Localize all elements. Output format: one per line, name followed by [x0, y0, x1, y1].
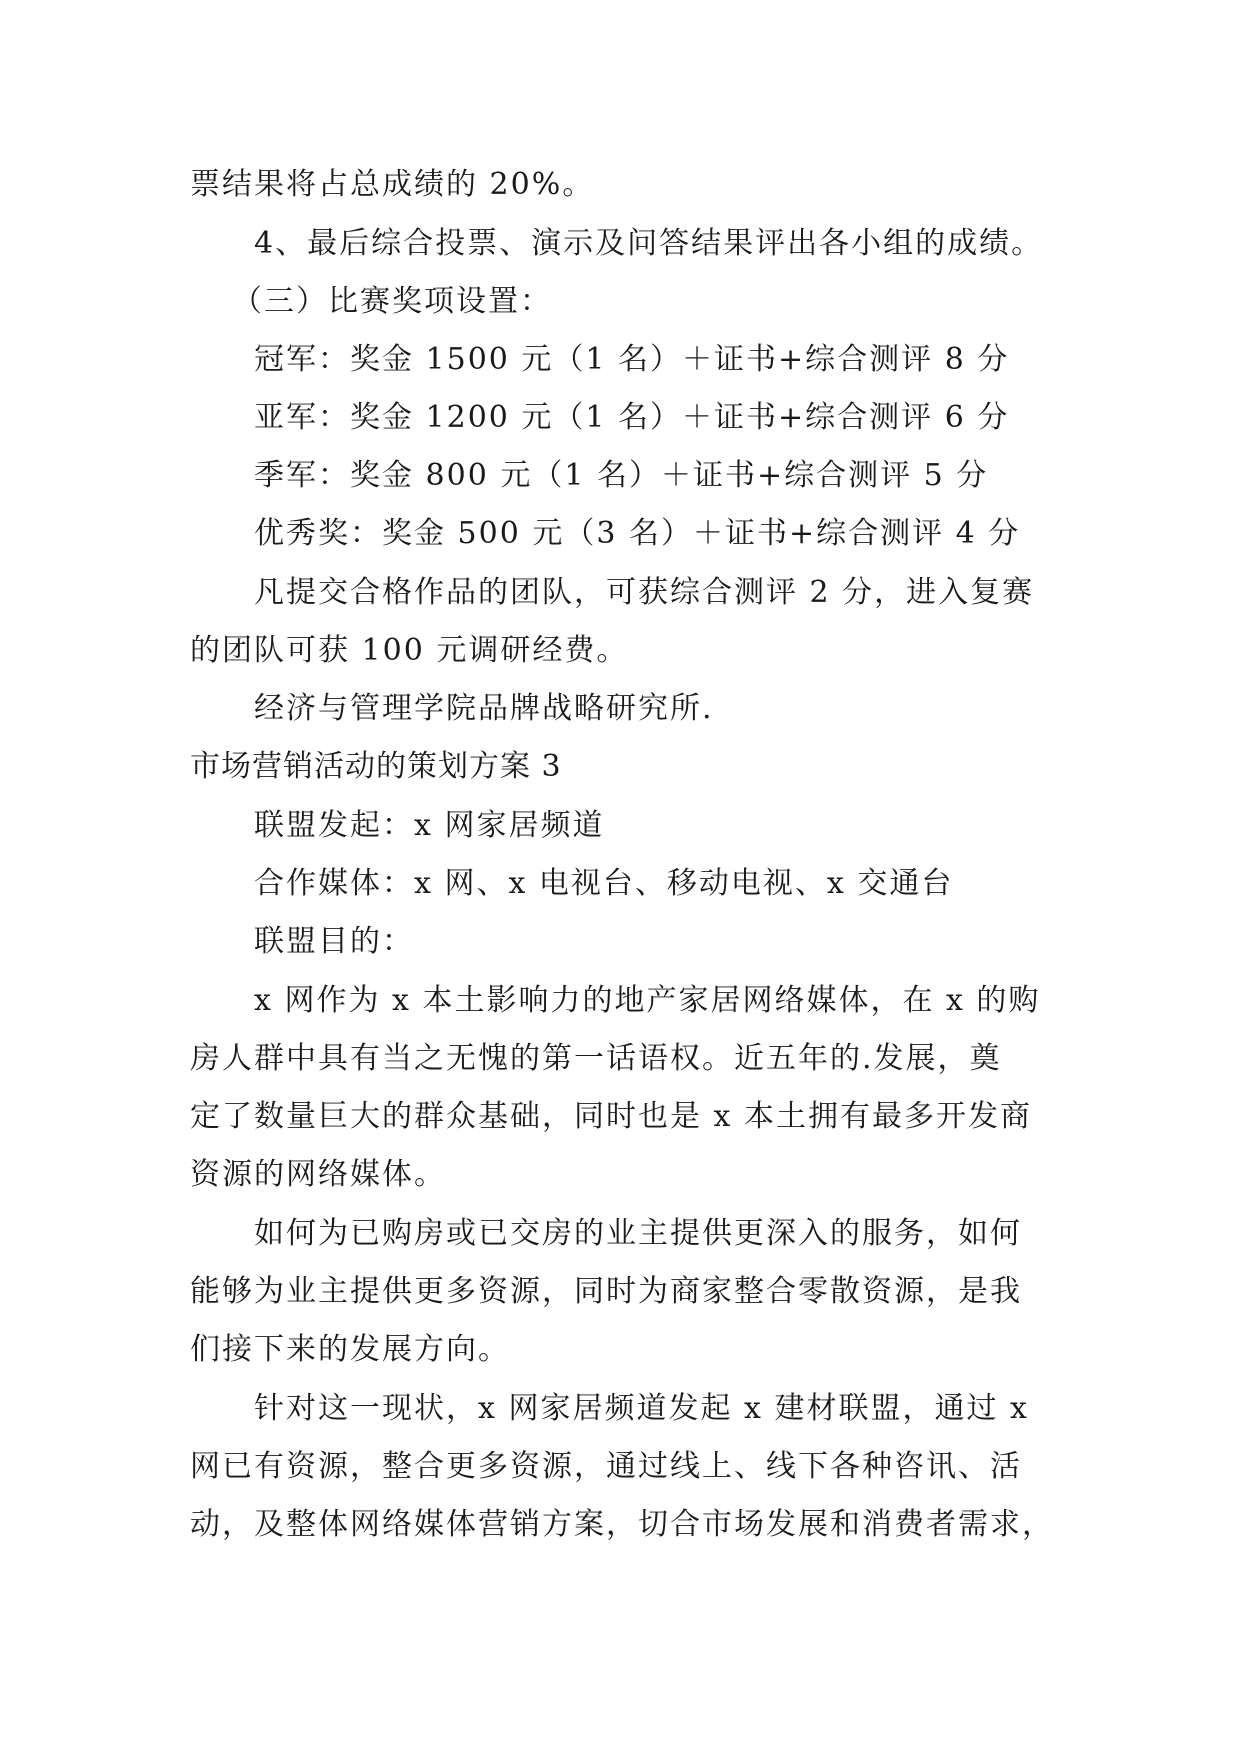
paragraph-line: 如何为已购房或已交房的业主提供更深入的服务，如何	[254, 1216, 1022, 1251]
paragraph-line: 定了数量巨大的群众基础，同时也是 x 本土拥有最多开发商	[190, 1099, 1032, 1134]
paragraph-line: 联盟发起：x 网家居频道	[254, 808, 605, 843]
paragraph-line: 联盟目的：	[254, 924, 414, 959]
prize-line: 优秀奖：奖金 500 元（3 名）＋证书+综合测评 4 分	[254, 516, 1021, 551]
organizer-line: 经济与管理学院品牌战略研究所.	[254, 691, 714, 726]
paragraph-line: 票结果将占总成绩的 20%。	[190, 167, 595, 202]
paragraph-line: 动，及整体网络媒体营销方案，切合市场发展和消费者需求，	[190, 1507, 1054, 1542]
paragraph-line: 房人群中具有当之无愧的第一话语权。近五年的.发展，奠	[190, 1041, 1002, 1076]
paragraph-line: 合作媒体：x 网、x 电视台、移动电视、x 交通台	[254, 866, 954, 901]
prize-line: 冠军：奖金 1500 元（1 名）＋证书+综合测评 8 分	[254, 342, 1010, 377]
paragraph-line: 网已有资源，整合更多资源，通过线上、线下各种咨讯、活	[190, 1449, 1022, 1484]
section-title: 市场营销活动的策划方案 3	[190, 749, 562, 784]
paragraph-line: 凡提交合格作品的团队，可获综合测评 2 分，进入复赛	[254, 575, 1035, 610]
prize-line: 亚军：奖金 1200 元（1 名）＋证书+综合测评 6 分	[254, 400, 1010, 435]
paragraph-line: x 网作为 x 本土影响力的地产家居网络媒体，在 x 的购	[254, 983, 1041, 1018]
paragraph-line: 的团队可获 100 元调研经费。	[190, 633, 629, 668]
paragraph-line: 们接下来的发展方向。	[190, 1332, 510, 1367]
paragraph-line: 能够为业主提供更多资源，同时为商家整合零散资源，是我	[190, 1274, 1022, 1309]
prize-line: 季军：奖金 800 元（1 名）＋证书+综合测评 5 分	[254, 458, 989, 493]
paragraph-line: 资源的网络媒体。	[190, 1157, 446, 1192]
section-heading: （三）比赛奖项设置：	[232, 284, 552, 319]
paragraph-line: 4、最后综合投票、演示及问答结果评出各小组的成绩。	[254, 226, 1044, 261]
paragraph-line: 针对这一现状，x 网家居频道发起 x 建材联盟，通过 x	[254, 1391, 1029, 1426]
